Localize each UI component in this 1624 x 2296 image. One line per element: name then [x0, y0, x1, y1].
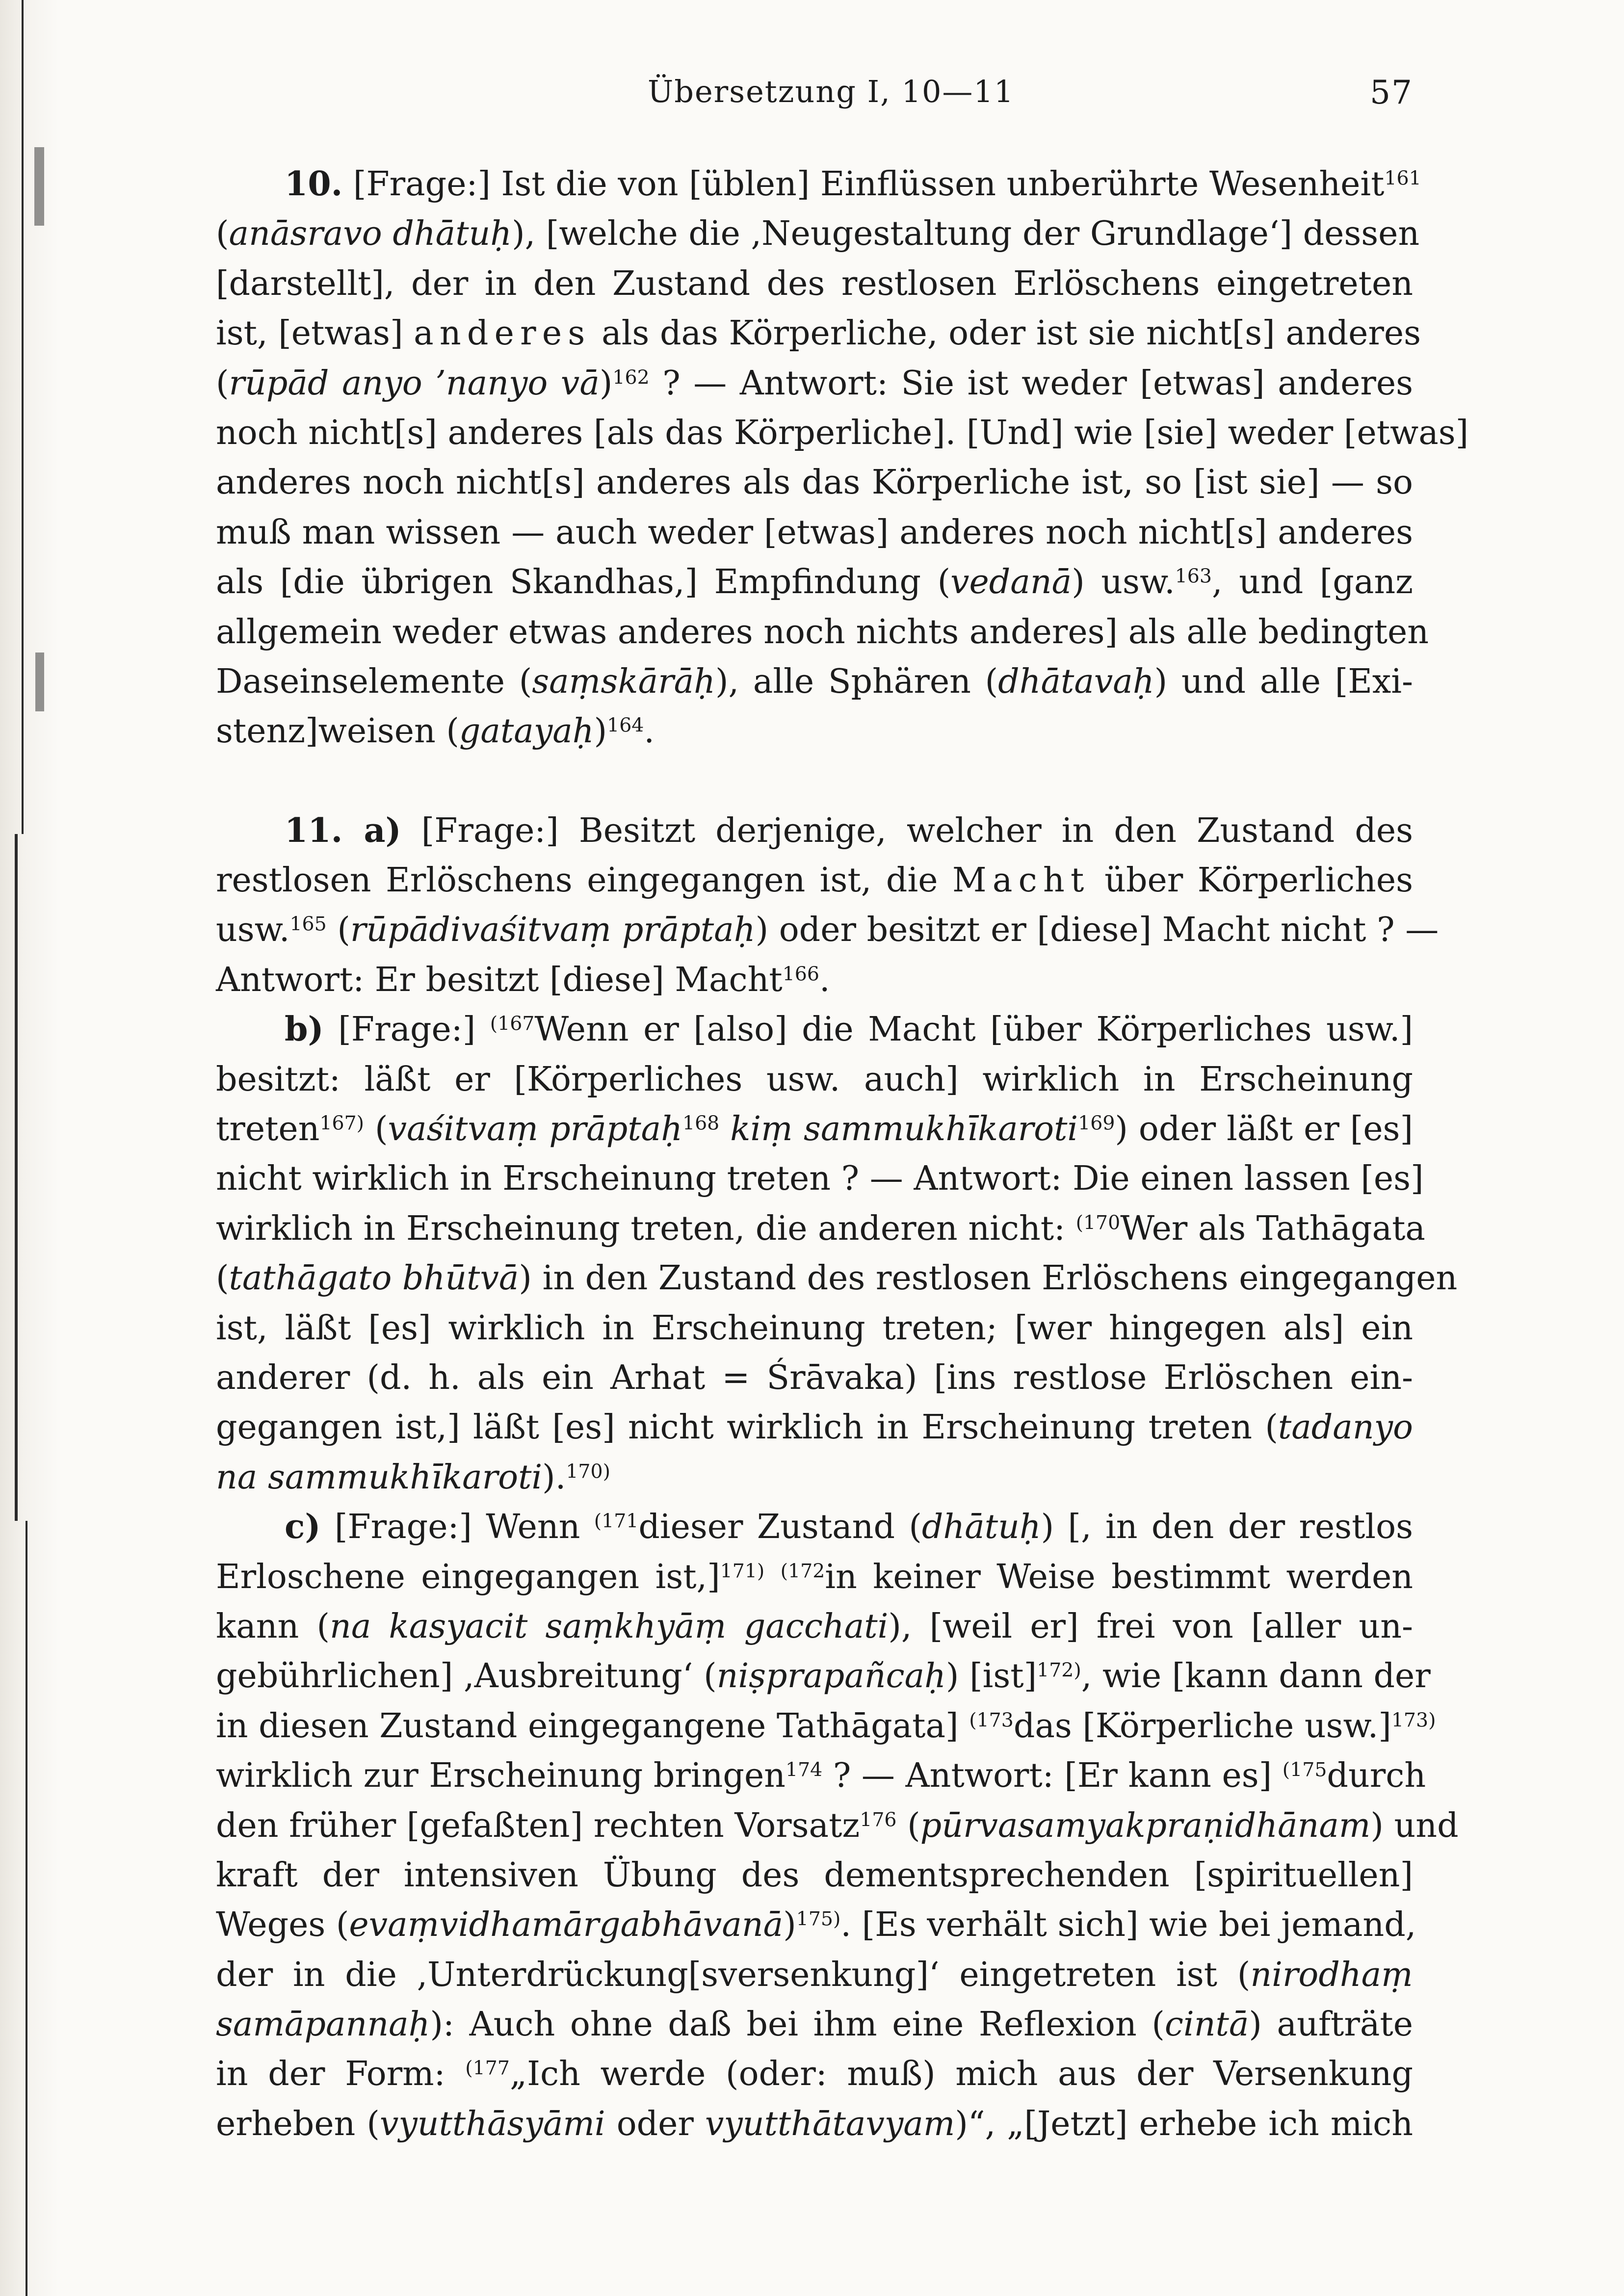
page-number: 57 [1370, 74, 1413, 111]
text-line: noch nicht[s] anderes [als das Körperliche]. [Und] wie [sie] weder [etwas] [216, 413, 1469, 452]
footnote-ref: 161 [1384, 167, 1421, 190]
scan-edge-line [22, 0, 24, 834]
footnote-ref: (172 [780, 1559, 825, 1582]
footnote-ref: 167) [319, 1112, 365, 1135]
text-line: (anāsravo dhātuḥ), [welche die ,Neugestaltung der Grundlage‘] dessen [216, 214, 1420, 254]
header-title: Übersetzung I, 10—11 [648, 74, 1015, 109]
footnote-ref: 171) [720, 1559, 765, 1582]
text-line: nicht wirklich in Erscheinung treten ? — Antwort: Die einen lassen [es] [216, 1159, 1424, 1199]
footnote-ref: 165 [289, 913, 327, 936]
text-line: als [die übrigen Skandhas,] Empfindung (vedanā) usw.$^{163}$, und [ganz [216, 563, 1413, 602]
text-line: allgemein weder etwas anderes noch nichts anderes] als alle bedingten [216, 612, 1429, 652]
text-line: Daseinselemente (saṃskārāḥ), alle Sphären (dhātavaḥ) und alle [Exi- [216, 662, 1414, 701]
text-line: erheben (vyutthāsyāmi oder vyutthātavyam)“, „[Jetzt] erhebe ich mich [216, 2104, 1413, 2143]
scan-edge-line [15, 834, 18, 1521]
text-line: c) [Frage:] Wenn $^{(171}$dieser Zustand (dhātuḥ) [, in den der restlos [285, 1507, 1413, 1547]
footnote-ref: 170) [566, 1460, 610, 1483]
text-line: besitzt: läßt er [Körperliches usw. auch] wirklich in Erscheinung [216, 1060, 1413, 1099]
footnote-ref: 164 [607, 714, 644, 737]
footnote-ref: 166 [782, 963, 819, 986]
spaced-emphasis: anderes [414, 314, 591, 353]
text-line: wirklich zur Erscheinung bringen$^{174}$ ? — Antwort: [Er kann es] $^{(175}$durch [216, 1756, 1426, 1796]
footnote-ref: (175 [1282, 1758, 1327, 1781]
spaced-emphasis: Macht [952, 861, 1090, 900]
footnote-ref: (167 [490, 1012, 535, 1035]
text-line: 11. a) [Frage:] Besitzt derjenige, welcher in den Zustand des [285, 810, 1413, 850]
page-edge-shadow [0, 0, 59, 2296]
text-line: in der Form: $^{(177}$„Ich werde (oder: muß) mich aus der Versenkung [216, 2055, 1413, 2094]
text-line: treten$^{167)}$ (vaśitvaṃ prāptaḥ$^{168}$ kiṃ sammukhīkaroti$^{169}$) oder läßt er [es] [216, 1110, 1413, 1149]
footnote-ref: (171 [594, 1510, 639, 1533]
footnote-ref: 172) [1037, 1659, 1081, 1682]
footnote-ref: 173) [1391, 1709, 1436, 1732]
section-number: 10. [285, 164, 343, 204]
footnote-ref: (170 [1075, 1211, 1121, 1234]
scan-edge-line [26, 1521, 27, 2296]
text-line: (tathāgato bhūtvā) in den Zustand des restlosen Erlöschens eingegangen [216, 1259, 1458, 1298]
scan-edge-mark [34, 147, 44, 226]
footnote-ref: 174 [785, 1758, 823, 1781]
text-line: kann (na kasyacit saṃkhyāṃ gacchati), [weil er] frei von [aller un- [216, 1607, 1413, 1646]
footnote-ref: 163 [1175, 565, 1212, 588]
scan-edge-mark [35, 652, 44, 711]
text-line: ist, [etwas] anderes als das Körperliche, oder ist sie nicht[s] anderes [216, 314, 1421, 353]
running-header [216, 74, 1413, 118]
text-line: gegangen ist,] läßt [es] nicht wirklich in Erscheinung treten (tadanyo [216, 1408, 1413, 1447]
text-line: b) [Frage:] $^{(167}$Wenn er [also] die Macht [über Körperliches usw.] [285, 1010, 1413, 1049]
text-line: Erloschene eingegangen ist,]$^{171)}$ $^{(172}$in keiner Weise bestimmt werden [216, 1557, 1413, 1596]
footnote-ref: 176 [860, 1808, 897, 1831]
text-line: restlosen Erlöschens eingegangen ist, die Macht über Körperliches [216, 861, 1413, 900]
footnote-ref: 162 [612, 365, 650, 389]
text-line: usw.$^{165}$ (rūpādivaśitvaṃ prāptaḥ) oder besitzt er [diese] Macht nicht ? — [216, 911, 1439, 950]
subsection-label: c) [285, 1507, 321, 1547]
text-line: den früher [gefaßten] rechten Vorsatz$^{176}$ (pūrvasamyakpraṇidhānam) und [216, 1806, 1459, 1845]
main-text [216, 159, 1469, 2149]
text-line: (rūpād anyo ’nanyo vā)$^{162}$ ? — Antwort: Sie ist weder [etwas] anderes [216, 364, 1413, 403]
text-line: gebührlichen] ,Ausbreitung‘ (niṣprapañcaḥ) [ist]$^{172)}$, wie [kann dann der [216, 1657, 1431, 1696]
text-line: Antwort: Er besitzt [diese] Macht$^{166}$. [216, 960, 830, 999]
text-line: anderer (d. h. als ein Arhat = Śrāvaka) [ins restlose Erlöschen ein- [216, 1358, 1413, 1397]
text-line: na sammukhīkaroti).$^{170)}$ [216, 1458, 610, 1497]
footnote-ref: 168 [682, 1112, 720, 1135]
text-line: kraft der intensiven Übung des dementsprechenden [spirituellen] [216, 1855, 1413, 1895]
text-line: ist, läßt [es] wirklich in Erscheinung treten; [wer hingegen als] ein [216, 1308, 1413, 1348]
text-line: 10. [Frage:] Ist die von [üblen] Einflüssen unberührte Wesenheit$^{161}$ [285, 164, 1421, 204]
text-line: in diesen Zustand eingegangene Tathāgata] $^{(173}$das [Körperliche usw.]$^{173)}$ [216, 1706, 1436, 1746]
text-line: anderes noch nicht[s] anderes als das Körperliche ist, so [ist sie] — so [216, 463, 1413, 502]
text-line: muß man wissen — auch weder [etwas] anderes noch nicht[s] anderes [216, 513, 1413, 552]
section-number: 11. a) [285, 810, 401, 850]
text-line: samāpannaḥ): Auch ohne daß bei ihm eine Reflexion (cintā) aufträte [216, 2005, 1413, 2044]
footnote-ref: 175) [796, 1907, 841, 1931]
text-line: [darstellt], der in den Zustand des restlosen Erlöschens eingetreten [216, 264, 1413, 303]
subsection-label: b) [285, 1010, 324, 1049]
footnote-ref: 169 [1078, 1112, 1115, 1135]
text-line: Weges (evaṃvidhamārgabhāvanā)$^{175)}$. [Es verhält sich] wie bei jemand, [216, 1905, 1416, 1945]
text-line: wirklich in Erscheinung treten, die anderen nicht: $^{(170}$Wer als Tathāgata [216, 1209, 1425, 1248]
footnote-ref: (173 [969, 1709, 1014, 1732]
footnote-ref: (177 [465, 2057, 510, 2080]
text-line: stenz]weisen (gatayaḥ)$^{164}$. [216, 712, 655, 751]
paragraph-gap [216, 757, 1413, 806]
text-line: der in die ,Unterdrückung[sversenkung]‘ eingetreten ist (nirodhaṃ [216, 1955, 1413, 1994]
